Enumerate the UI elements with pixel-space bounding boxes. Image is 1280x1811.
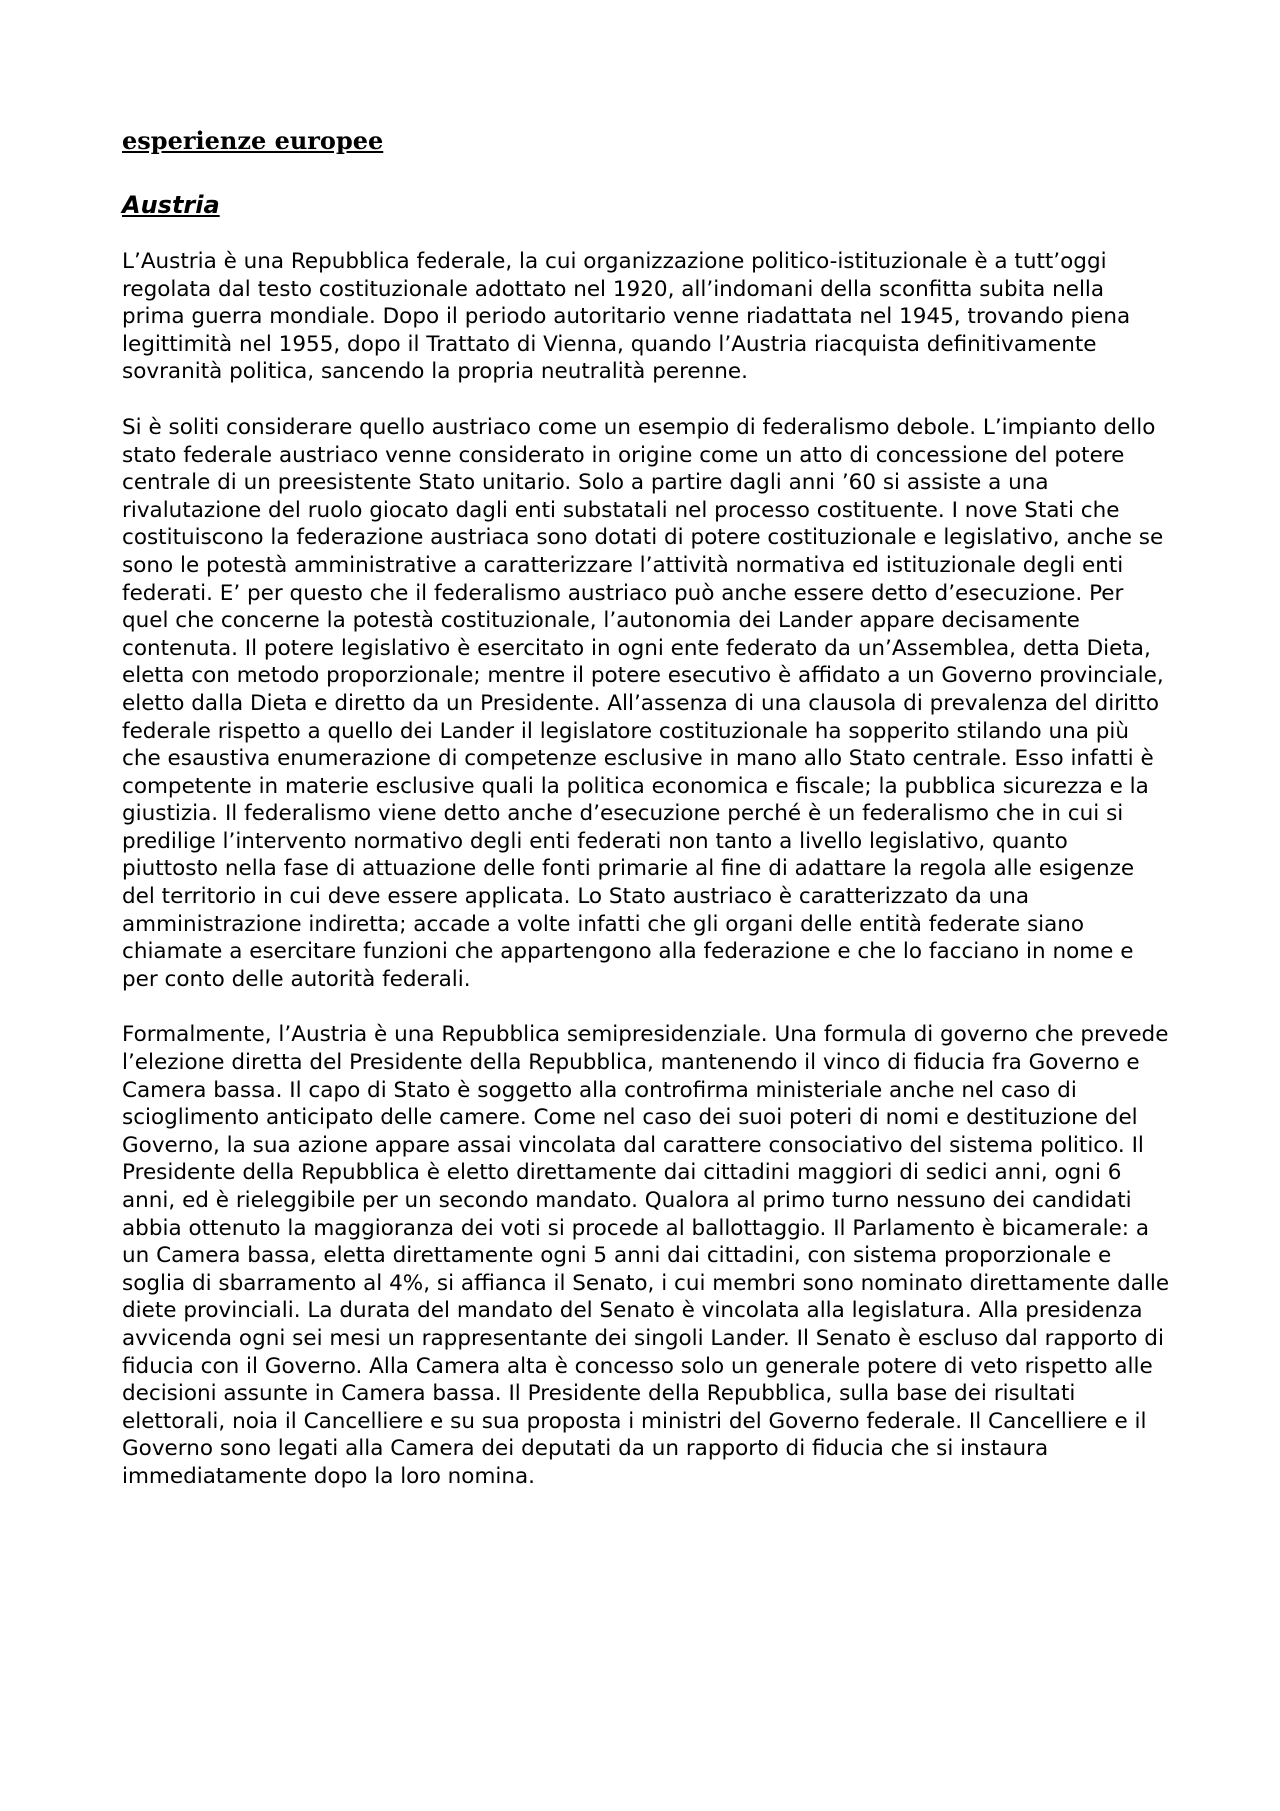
section-heading-austria: Austria (122, 191, 220, 219)
paragraph-federalism: Si è soliti considerare quello austriaco come un esempio di federalismo debole. L’impianto dello stato federale austriaco venne considerato in origine come un atto di concessione del potere centrale di un preesistente Stato unitario. Solo a partire dagli anni ’60 si assiste a una rivalutazione del ruolo giocato dagli enti substatali nel processo costituente. I nove Stati che costituiscono la federazione austriaca sono dotati di potere costituzionale e legislativo, anche se sono le potestà amministrative a caratterizzare l’attività normativa ed istituzionale degli enti federati. E’ per questo che il federalismo austriaco può anche essere detto d’esecuzione. Per quel che concerne la potestà costituzionale, l’autonomia dei Lander appare decisamente contenuta. Il potere legislativo è esercitato in ogni ente federato da un’Assemblea, detta Dieta, eletta con metodo proporzionale; mentre il potere esecutivo è affidato a un Governo provinciale, eletto dalla Dieta e diretto da un Presidente. All’assenza di una clausola di prevalenza del diritto federale rispetto a quello dei Lander il legislatore costituzionale ha sopperito stilando una più che esaustiva enumerazione di competenze esclusive in mano allo Stato centrale. Esso infatti è competente in materie esclusive quali la politica economica e fiscale; la pubblica sicurezza e la giustizia. Il federalismo viene detto anche d’esecuzione perché è un federalismo che in cui si predilige l’intervento normativo degli enti federati non tanto a livello legislativo, quanto piuttosto nella fase di attuazione delle fonti primarie al fine di adattare la regola alle esigenze del territorio in cui deve essere applicata. Lo Stato austriaco è caratterizzato da una amministrazione indiretta; accade a volte infatti che gli organi delle entità federate siano chiamate a esercitare funzioni che appartengono alla federazione e che lo facciano in nome e per conto delle autorità federali. (122, 414, 1164, 992)
paragraph-intro: L’Austria è una Repubblica federale, la cui organizzazione politico-istituzionale è a tutt’oggi regolata dal testo costituzionale adottato nel 1920, all’indomani della sconfitta subita nella prima guerra mondiale. Dopo il periodo autoritario venne riadattata nel 1945, trovando piena legittimità nel 1955, dopo il Trattato di Vienna, quando l’Austria riacquista definitivamente sovranità politica, sancendo la propria neutralità perenne. (122, 249, 1131, 385)
paragraph-government: Formalmente, l’Austria è una Repubblica semipresidenziale. Una formula di governo che prevede l’elezione diretta del Presidente della Repubblica, mantenendo il vinco di fiducia fra Governo e Camera bassa. Il capo di Stato è soggetto alla controfirma ministeriale anche nel caso di scioglimento anticipato delle camere. Come nel caso dei suoi poteri di nomi e destituzione del Governo, la sua azione appare assai vincolata dal carattere consociativo del sistema politico. Il Presidente della Repubblica è eletto direttamente dai cittadini maggiori di sedici anni, ogni 6 anni, ed è rieleggibile per un secondo mandato. Qualora al primo turno nessuno dei candidati abbia ottenuto la maggioranza dei voti si procede al ballottaggio. Il Parlamento è bicamerale: a un Camera bassa, eletta direttamente ogni 5 anni dai cittadini, con sistema proporzionale e soglia di sbarramento al 4%, si affianca il Senato, i cui membri sono nominato direttamente dalle diete provinciali. La durata del mandato del Senato è vincolata alla legislatura. Alla presidenza avvicenda ogni sei mesi un rappresentante dei singoli Lander. Il Senato è escluso dal rapporto di fiducia con il Governo. Alla Camera alta è concesso solo un generale potere di veto rispetto alle decisioni assunte in Camera bassa. Il Presidente della Repubblica, sulla base dei risultati elettorali, noia il Cancelliere e su sua proposta i ministri del Governo federale. Il Cancelliere e il Governo sono legati alla Camera dei deputati da un rapporto di fiducia che si instaura immediatamente dopo la loro nomina. (122, 1022, 1170, 1489)
document-body (122, 124, 1170, 1519)
document-title: esperienze europee (122, 126, 384, 155)
